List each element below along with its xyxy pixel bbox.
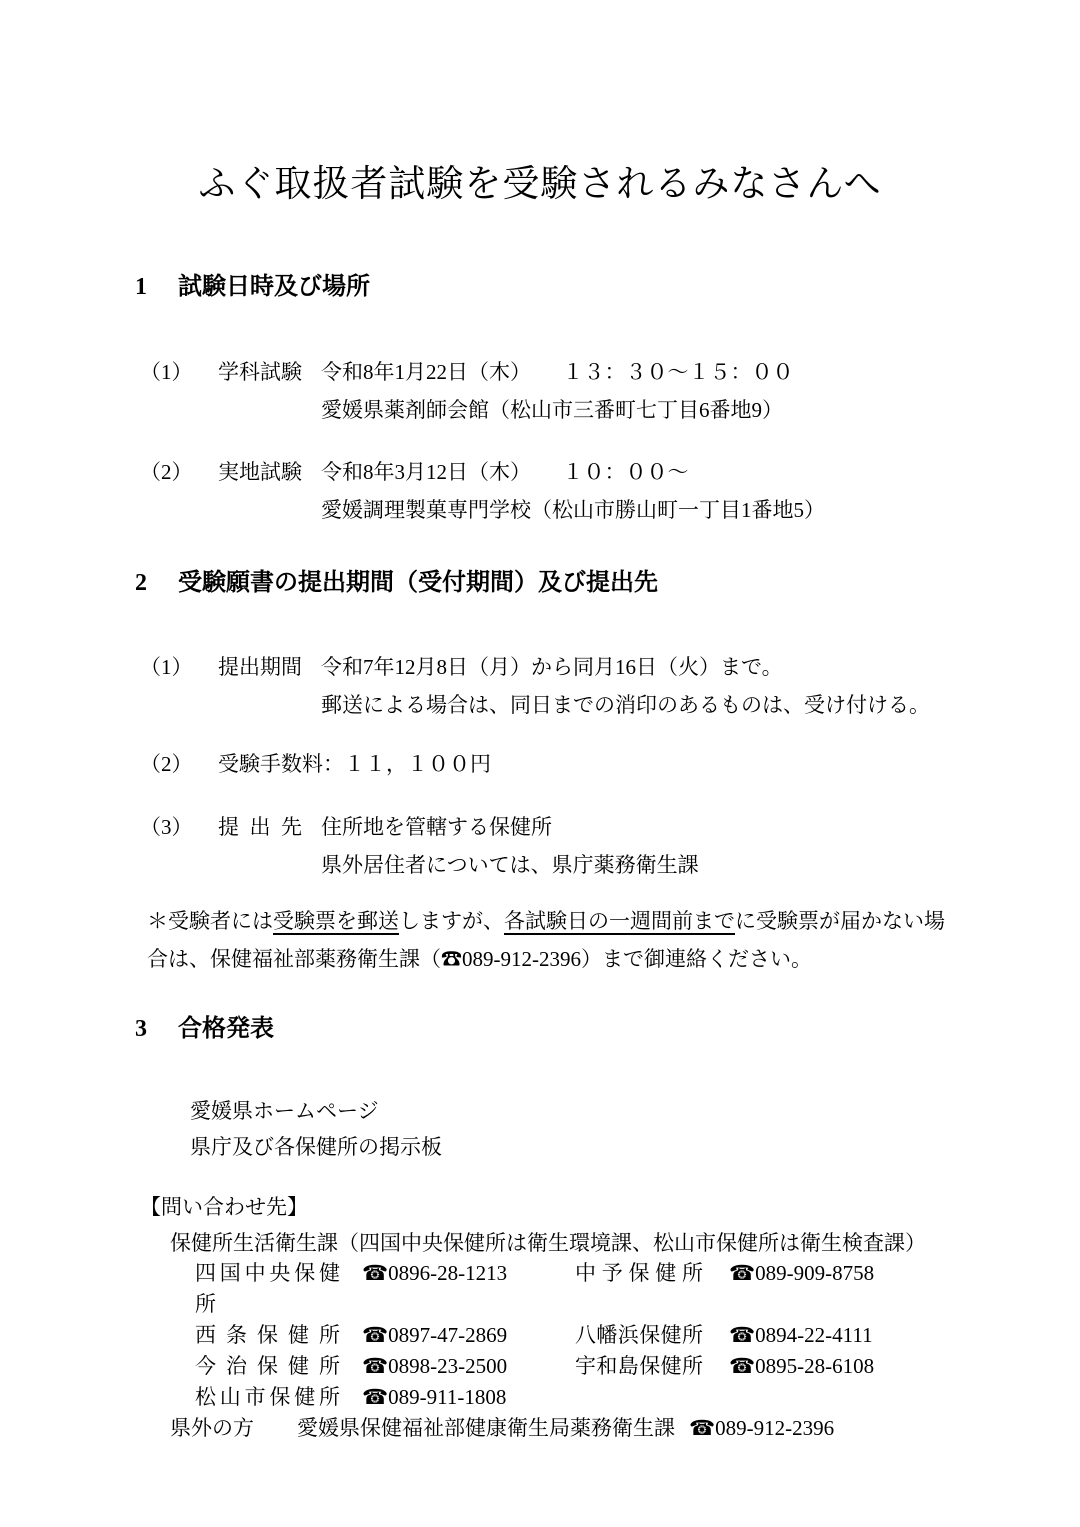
empty-cell bbox=[703, 1382, 1080, 1413]
empty-cell bbox=[575, 1382, 703, 1413]
phone-icon: ☎ bbox=[729, 1261, 756, 1285]
note-text: に受験票が届かない場 bbox=[735, 909, 945, 933]
submission-place-line bbox=[140, 808, 1080, 846]
health-center-name: 八幡浜保健所 bbox=[575, 1323, 703, 1347]
phone-icon: ☎ bbox=[689, 1416, 716, 1440]
contact-table bbox=[195, 1258, 1080, 1413]
submission-place-outside-note: 県外居住者については、県庁薬務衛生課 bbox=[321, 853, 699, 877]
phone-number: 089-909-8758 bbox=[755, 1261, 875, 1285]
section-3-heading bbox=[135, 1014, 1080, 1045]
phone-icon: ☎ bbox=[362, 1261, 389, 1285]
phone-icon: ☎ bbox=[362, 1354, 389, 1378]
health-center-name: 宇和島保健所 bbox=[575, 1354, 703, 1378]
item-number: （1） bbox=[140, 655, 193, 679]
health-center-name: 松山市保健所 bbox=[195, 1385, 340, 1409]
written-exam-item bbox=[140, 353, 1080, 429]
health-center-name: 四国中央保健所 bbox=[195, 1261, 340, 1316]
item-label: 提出期間 bbox=[218, 655, 302, 679]
submission-period-dates: 令和7年12月8日（月）から同月16日（火）まで。 bbox=[321, 655, 783, 679]
note-text: ＊受験者には bbox=[147, 909, 273, 933]
phone-number: 089-912-2396 bbox=[715, 1416, 835, 1440]
item-number: （1） bbox=[140, 360, 193, 384]
contact-intro: 保健所生活衛生課（四国中央保健所は衛生環境課、松山市保健所は衛生検査課） bbox=[170, 1231, 926, 1255]
item-number: （2） bbox=[140, 460, 193, 484]
health-center-phone bbox=[340, 1351, 575, 1382]
practical-exam-datetime: 令和8年3月12日（木） １０：００～ bbox=[321, 460, 689, 484]
health-center-phone bbox=[703, 1258, 1080, 1320]
written-exam-datetime: 令和8年1月22日（木） １３：３０～１５：００ bbox=[321, 360, 794, 384]
exam-fee-text: 受験手数料：１１，１００円 bbox=[218, 752, 491, 776]
note-underlined-text: 各試験日の一週間前まで bbox=[504, 909, 735, 933]
outside-prefecture-contact bbox=[170, 1413, 1080, 1444]
contact-heading: 【問い合わせ先】 bbox=[140, 1195, 308, 1219]
section-1-heading bbox=[135, 272, 1080, 303]
submission-period-item bbox=[140, 648, 1080, 724]
submission-period-line bbox=[140, 648, 1080, 686]
phone-icon: ☎ bbox=[729, 1354, 756, 1378]
section-3-number: 3 bbox=[135, 1016, 147, 1042]
health-center-name: 西条保健所 bbox=[195, 1323, 340, 1347]
practical-exam-item bbox=[140, 453, 1080, 529]
note-text: しますが、 bbox=[399, 909, 504, 933]
health-center-phone bbox=[675, 1416, 834, 1440]
phone-number: 0896-28-1213 bbox=[388, 1261, 508, 1285]
announcement-places bbox=[190, 1093, 1080, 1165]
section-2-title: 受験願書の提出期間（受付期間）及び提出先 bbox=[178, 570, 658, 596]
phone-number: 0894-22-4111 bbox=[755, 1323, 873, 1347]
item-label: 実地試験 bbox=[218, 460, 302, 484]
written-exam-venue: 愛媛県薬剤師会館（松山市三番町七丁目6番地9） bbox=[321, 398, 783, 422]
section-1-title: 試験日時及び場所 bbox=[178, 274, 370, 300]
submission-period-mail-note: 郵送による場合は、同日までの消印のあるものは、受け付ける。 bbox=[321, 693, 930, 717]
phone-number: 089-911-1808 bbox=[388, 1385, 507, 1409]
health-center-phone bbox=[340, 1258, 575, 1320]
section-2-number: 2 bbox=[135, 570, 147, 596]
health-center-name: 今治保健所 bbox=[195, 1354, 340, 1378]
item-number: （3） bbox=[140, 815, 193, 839]
phone-number: 0897-47-2869 bbox=[388, 1323, 508, 1347]
item-label-text: 提出先 bbox=[218, 815, 302, 839]
item-label bbox=[218, 808, 321, 846]
exam-ticket-note-line1 bbox=[147, 902, 990, 940]
item-label: 学科試験 bbox=[218, 360, 302, 384]
outside-prefecture-office: 愛媛県保健福祉部健康衛生局薬務衛生課 bbox=[297, 1416, 675, 1440]
exam-fee-item bbox=[140, 745, 1080, 783]
health-center-phone bbox=[703, 1320, 1080, 1351]
outside-prefecture-label: 県外の方 bbox=[170, 1416, 254, 1440]
submission-place-text: 住所地を管轄する保健所 bbox=[321, 815, 552, 839]
practical-exam-venue: 愛媛調理製菓専門学校（松山市勝山町一丁目1番地5） bbox=[321, 498, 825, 522]
phone-number: 0898-23-2500 bbox=[388, 1354, 508, 1378]
phone-icon: ☎ bbox=[362, 1323, 389, 1347]
submission-place-item bbox=[140, 808, 1080, 884]
section-1-number: 1 bbox=[135, 274, 147, 300]
phone-icon: ☎ bbox=[729, 1323, 756, 1347]
announcement-bulletin-board: 県庁及び各保健所の掲示板 bbox=[190, 1135, 442, 1159]
page-title: ふぐ取扱者試験を受験されるみなさんへ bbox=[198, 164, 882, 205]
exam-ticket-note bbox=[147, 902, 990, 978]
section-3-title: 合格発表 bbox=[178, 1016, 274, 1042]
item-number: （2） bbox=[140, 752, 193, 776]
health-center-name: 中予保健所 bbox=[575, 1261, 703, 1285]
phone-number: 0895-28-6108 bbox=[755, 1354, 875, 1378]
section-2-heading bbox=[135, 568, 1080, 599]
announcement-homepage: 愛媛県ホームページ bbox=[190, 1099, 379, 1123]
health-center-phone bbox=[340, 1382, 575, 1413]
health-center-phone bbox=[340, 1320, 575, 1351]
practical-exam-line bbox=[140, 453, 1080, 491]
written-exam-line bbox=[140, 353, 1080, 391]
phone-icon: ☎ bbox=[362, 1385, 389, 1409]
exam-ticket-note-line2: 合は、保健福祉部薬務衛生課（☎089-912-2396）まで御連絡ください。 bbox=[147, 947, 812, 971]
health-center-phone bbox=[703, 1351, 1080, 1382]
note-underlined-text: 受験票を郵送 bbox=[273, 909, 399, 933]
